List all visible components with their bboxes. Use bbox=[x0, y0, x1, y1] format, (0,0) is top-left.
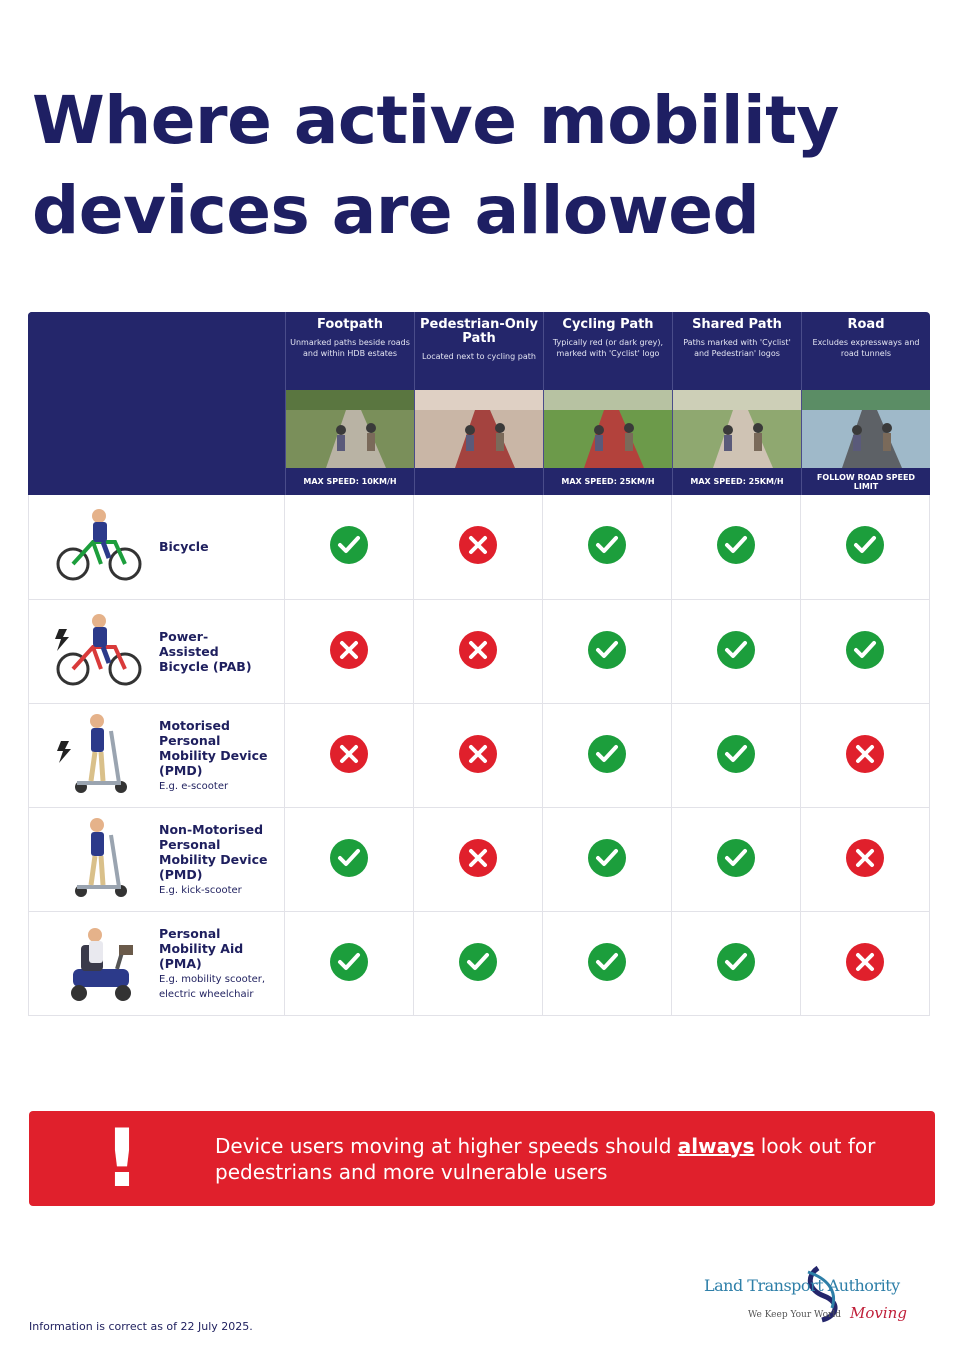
check-icon bbox=[458, 942, 498, 986]
device-text bbox=[159, 629, 279, 675]
cross-icon bbox=[458, 525, 498, 569]
column-title: Pedestrian-Only Path bbox=[420, 317, 538, 346]
pedestrian-path-photo bbox=[415, 390, 543, 468]
lta-emblem-icon bbox=[700, 1264, 936, 1334]
pab-icon bbox=[51, 607, 151, 697]
table-row bbox=[29, 600, 930, 704]
allowed-cell bbox=[543, 600, 672, 703]
column-description: Located next to cycling path bbox=[422, 352, 536, 361]
column-description: Typically red (or dark grey), marked with 'Cyclist' logo bbox=[552, 338, 664, 358]
alert-text-after: look out for pedestrians and more vulnerable users bbox=[215, 1133, 876, 1184]
column-text bbox=[415, 312, 543, 390]
e-scooter-icon bbox=[51, 711, 151, 801]
cycling-path-photo bbox=[544, 390, 672, 468]
check-icon bbox=[587, 838, 627, 882]
column-header-0 bbox=[285, 312, 414, 495]
logo-tagline: We Keep Your World bbox=[748, 1310, 841, 1320]
allowed-cell bbox=[414, 912, 543, 1015]
mobility-scooter-icon bbox=[51, 919, 151, 1009]
device-cell bbox=[29, 495, 285, 599]
allowed-cell bbox=[285, 600, 414, 703]
alert-text-emphasis: always bbox=[677, 1133, 755, 1158]
allowed-cell bbox=[801, 704, 930, 807]
shared-path-photo bbox=[673, 390, 801, 468]
logo-name: Land Transport Authority bbox=[704, 1276, 900, 1295]
column-header-2 bbox=[543, 312, 672, 495]
allowed-cell bbox=[414, 600, 543, 703]
device-name: Personal Mobility Aid (PMA) bbox=[159, 925, 244, 971]
check-icon bbox=[716, 838, 756, 882]
cross-icon bbox=[458, 630, 498, 674]
exclamation-icon: ! bbox=[103, 1111, 141, 1205]
check-icon bbox=[329, 838, 369, 882]
column-description: Excludes expressways and road tunnels bbox=[812, 338, 920, 358]
check-icon bbox=[587, 734, 627, 778]
device-name: Motorised Personal Mobility Device (PMD) bbox=[159, 717, 268, 778]
device-name: Non-Motorised Personal Mobility Device (PMD) bbox=[159, 821, 268, 882]
column-header-3 bbox=[672, 312, 801, 495]
check-icon bbox=[587, 630, 627, 674]
device-example: E.g. e-scooter bbox=[159, 780, 229, 792]
cross-icon bbox=[458, 734, 498, 778]
allowed-cell bbox=[672, 495, 801, 599]
table-row bbox=[29, 912, 930, 1016]
cross-icon bbox=[329, 734, 369, 778]
check-icon bbox=[587, 525, 627, 569]
header-corner bbox=[28, 312, 285, 495]
footpath-photo bbox=[286, 390, 414, 468]
allowed-cell bbox=[414, 495, 543, 599]
device-text bbox=[159, 718, 279, 794]
allowed-cell bbox=[672, 912, 801, 1015]
column-text bbox=[544, 312, 672, 390]
cross-icon bbox=[458, 838, 498, 882]
allowed-cell bbox=[801, 600, 930, 703]
check-icon bbox=[716, 630, 756, 674]
allowed-cell bbox=[801, 495, 930, 599]
check-icon bbox=[329, 942, 369, 986]
device-cell bbox=[29, 600, 285, 703]
cross-icon bbox=[845, 838, 885, 882]
column-description: Unmarked paths beside roads and within HDB estates bbox=[290, 338, 410, 358]
device-example: E.g. kick-scooter bbox=[159, 884, 242, 896]
device-cell bbox=[29, 912, 285, 1015]
allowed-cell bbox=[672, 808, 801, 911]
column-speed-limit bbox=[415, 468, 543, 495]
table-body bbox=[28, 495, 930, 1016]
column-speed-limit: MAX SPEED: 25KM/H bbox=[561, 477, 655, 486]
check-icon bbox=[587, 942, 627, 986]
table-row bbox=[29, 704, 930, 808]
cross-icon bbox=[845, 942, 885, 986]
allowed-cell bbox=[801, 912, 930, 1015]
column-text bbox=[286, 312, 414, 390]
column-description: Paths marked with 'Cyclist' and Pedestrian' logos bbox=[683, 338, 791, 358]
road-photo bbox=[802, 390, 930, 468]
column-speed-limit: FOLLOW ROAD SPEED LIMIT bbox=[816, 472, 916, 491]
allowed-cell bbox=[543, 912, 672, 1015]
column-speed-limit: MAX SPEED: 25KM/H bbox=[690, 477, 784, 486]
lta-logo bbox=[700, 1264, 936, 1334]
column-header-4 bbox=[801, 312, 930, 495]
check-icon bbox=[716, 525, 756, 569]
safety-alert-banner bbox=[29, 1111, 935, 1206]
column-text bbox=[673, 312, 801, 390]
page-title: Where active mobility devices are allowed bbox=[32, 82, 839, 249]
device-name: Power- Assisted Bicycle (PAB) bbox=[159, 628, 252, 674]
allowed-cell bbox=[543, 704, 672, 807]
allowed-cell bbox=[285, 912, 414, 1015]
device-cell bbox=[29, 808, 285, 911]
allowed-devices-table bbox=[28, 312, 930, 1016]
allowed-cell bbox=[285, 704, 414, 807]
allowed-cell bbox=[543, 808, 672, 911]
column-title: Shared Path bbox=[692, 317, 782, 332]
allowed-cell bbox=[801, 808, 930, 911]
device-name: Bicycle bbox=[159, 539, 209, 554]
check-icon bbox=[716, 734, 756, 778]
device-example: E.g. mobility scooter, electric wheelchair bbox=[159, 973, 266, 1000]
column-title: Road bbox=[847, 317, 885, 332]
cross-icon bbox=[845, 734, 885, 778]
column-title: Footpath bbox=[317, 317, 383, 332]
table-row bbox=[29, 495, 930, 600]
table-header bbox=[28, 312, 930, 495]
allowed-cell bbox=[672, 600, 801, 703]
column-title: Cycling Path bbox=[562, 317, 654, 332]
check-icon bbox=[716, 942, 756, 986]
column-text bbox=[802, 312, 930, 390]
cross-icon bbox=[329, 630, 369, 674]
check-icon bbox=[845, 630, 885, 674]
device-text bbox=[159, 539, 279, 555]
kick-scooter-icon bbox=[51, 815, 151, 905]
bicycle-icon bbox=[51, 502, 151, 592]
allowed-cell bbox=[285, 495, 414, 599]
check-icon bbox=[329, 525, 369, 569]
allowed-cell bbox=[414, 704, 543, 807]
column-header-1 bbox=[414, 312, 543, 495]
logo-tagline-script: Moving bbox=[850, 1304, 907, 1322]
allowed-cell bbox=[672, 704, 801, 807]
footnote: Information is correct as of 22 July 2025. bbox=[29, 1320, 253, 1333]
allowed-cell bbox=[543, 495, 672, 599]
alert-text-before: Device users moving at higher speeds should bbox=[215, 1133, 678, 1158]
allowed-cell bbox=[414, 808, 543, 911]
column-speed-limit: MAX SPEED: 10KM/H bbox=[303, 477, 397, 486]
allowed-cell bbox=[285, 808, 414, 911]
device-text bbox=[159, 822, 279, 898]
alert-text bbox=[215, 1133, 895, 1185]
device-text bbox=[159, 926, 279, 1002]
check-icon bbox=[845, 525, 885, 569]
table-row bbox=[29, 808, 930, 912]
device-cell bbox=[29, 704, 285, 807]
